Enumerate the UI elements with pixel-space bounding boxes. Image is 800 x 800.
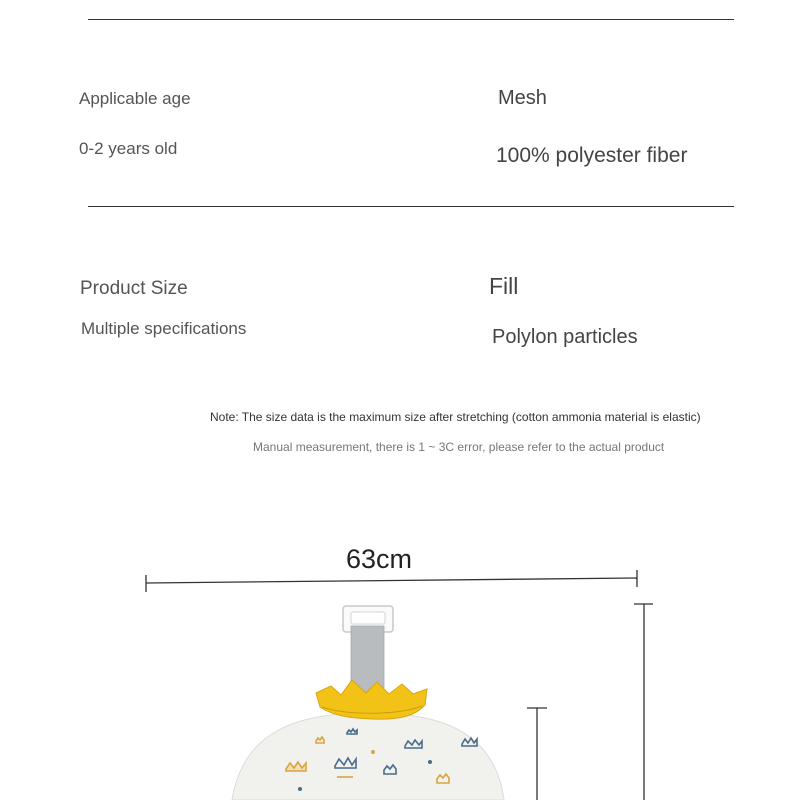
product-size-value: Multiple specifications <box>81 319 247 338</box>
pillow-body <box>232 713 504 800</box>
size-note: Note: The size data is the maximum size after stretching (cotton ammonia material is elastic) <box>210 410 701 424</box>
fill-value: Polylon particles <box>492 326 638 348</box>
applicable-age-value: 0-2 years old <box>79 139 178 158</box>
applicable-age-label: Applicable age <box>79 89 191 108</box>
measurement-note: Manual measurement, there is 1 ~ 3C error, please refer to the actual product <box>253 440 665 454</box>
fill-label: Fill <box>489 273 519 299</box>
product-size-label: Product Size <box>80 278 188 299</box>
mesh-value: 100% polyester fiber <box>496 144 688 167</box>
width-dimension-line <box>146 570 637 592</box>
inner-dimension-line <box>527 708 547 800</box>
width-dimension-label: 63cm <box>346 544 413 574</box>
height-dimension-line <box>634 604 653 800</box>
mesh-label: Mesh <box>498 87 547 109</box>
